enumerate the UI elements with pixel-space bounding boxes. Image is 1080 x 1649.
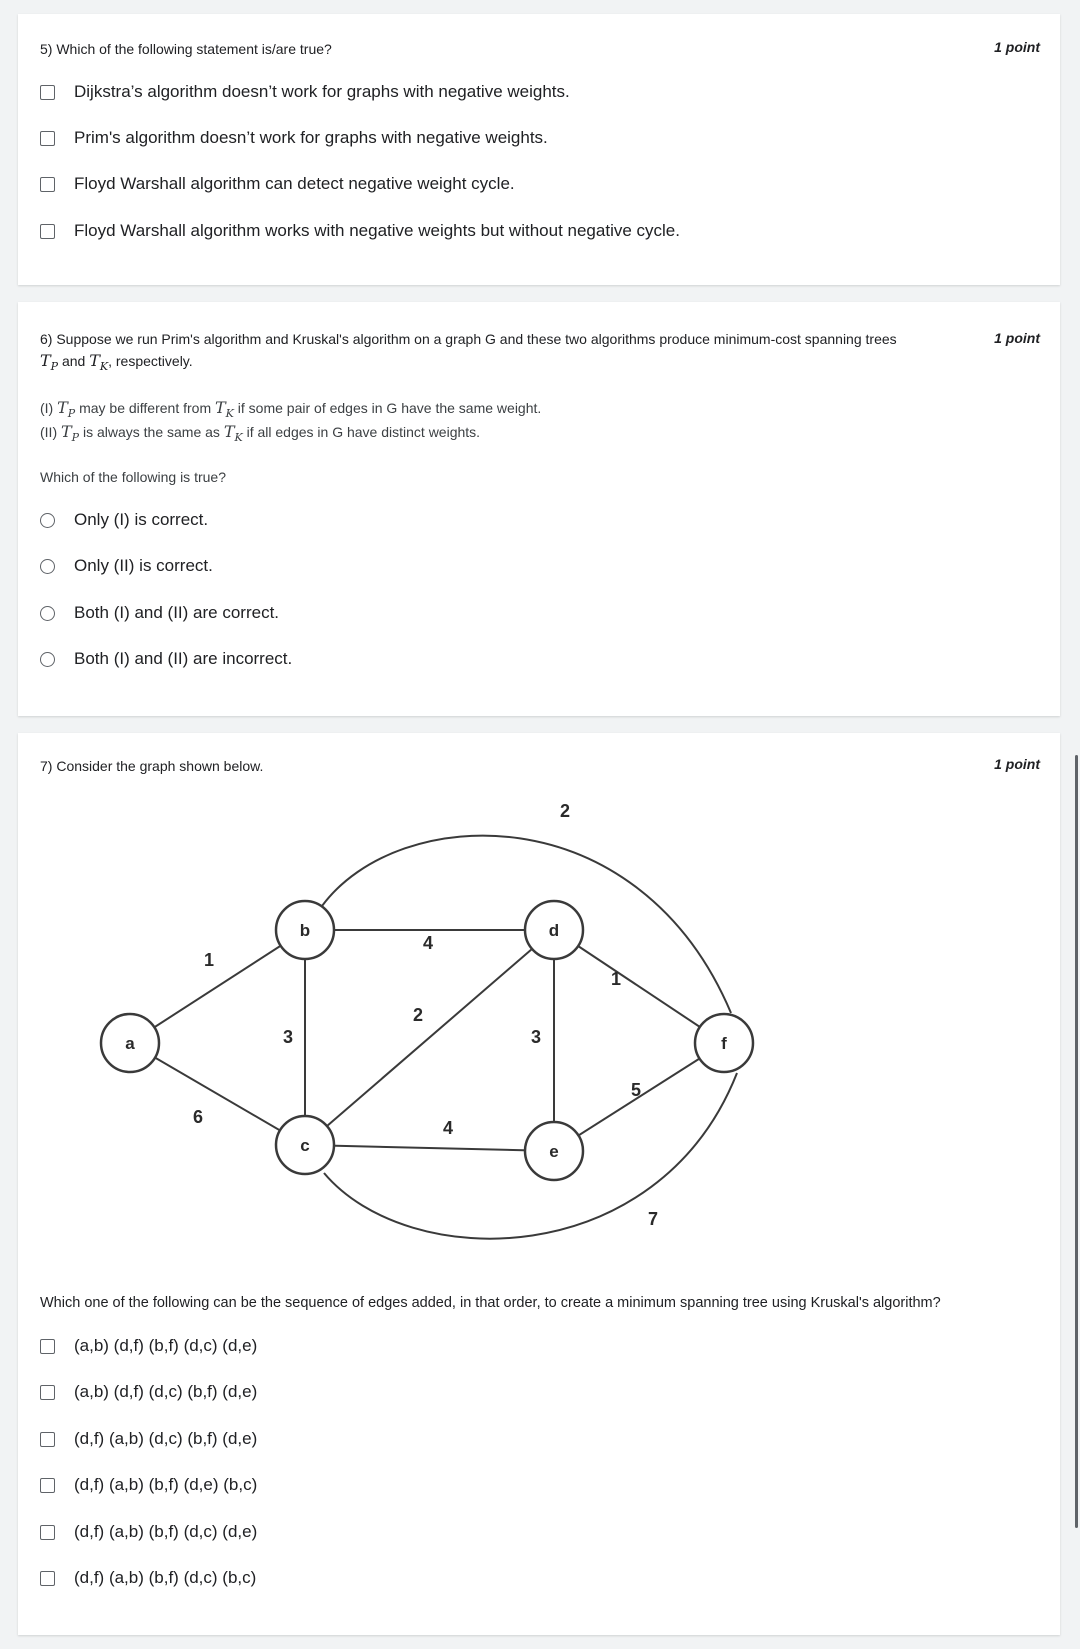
points-label: 1 point: [994, 330, 1040, 346]
option-label: (d,f) (a,b) (d,c) (b,f) (d,e): [74, 1429, 258, 1448]
option-label: (d,f) (a,b) (b,f) (d,c) (b,c): [74, 1568, 257, 1587]
option-checkbox[interactable]: [40, 1380, 257, 1404]
option-radio[interactable]: [40, 554, 213, 578]
option-label: (d,f) (a,b) (b,f) (d,e) (b,c): [74, 1475, 258, 1494]
edge-weight-c-d: 2: [412, 1005, 424, 1025]
tk-symbol: $T_K$: [89, 351, 109, 374]
option-checkbox[interactable]: [40, 1473, 257, 1497]
checkbox-icon[interactable]: [40, 224, 55, 239]
sub-question: Which one of the following can be the sequence of edges added, in that order, to create a minimum spanning tree using Kruskal's algorithm?: [40, 1295, 941, 1311]
edge-weight-b-d: 4: [422, 933, 434, 953]
question-7-card: [18, 733, 1060, 1635]
scrollbar[interactable]: [1075, 755, 1078, 1528]
checkbox-icon[interactable]: [40, 1571, 55, 1586]
edge-weight-a-c: 6: [192, 1107, 204, 1127]
node-label-e: e: [549, 1142, 559, 1161]
node-label-a: a: [125, 1034, 135, 1053]
edge-weight-b-c: 3: [282, 1027, 294, 1047]
option-checkbox[interactable]: [40, 1566, 256, 1590]
option-label: (d,f) (a,b) (b,f) (d,c) (d,e): [74, 1522, 258, 1541]
graph-edge-c-e: [305, 1145, 554, 1151]
question-title: 5) Which of the following statement is/are true?: [40, 41, 332, 57]
node-label-c: c: [300, 1136, 310, 1155]
radio-icon[interactable]: [40, 513, 55, 528]
option-checkbox[interactable]: [40, 172, 515, 196]
radio-icon[interactable]: [40, 559, 55, 574]
option-label: Prim's algorithm doesn’t work for graphs with negative weights.: [74, 128, 548, 147]
option-checkbox[interactable]: [40, 126, 548, 150]
edge-weight-a-b: 1: [203, 950, 215, 970]
question-6-card: [18, 302, 1060, 716]
question-title: 7) Consider the graph shown below.: [40, 758, 264, 774]
option-label: Floyd Warshall algorithm works with negative weights but without negative cycle.: [74, 221, 680, 240]
edge-weight-c-e: 4: [442, 1118, 454, 1138]
option-label: Both (I) and (II) are correct.: [74, 603, 280, 622]
option-radio[interactable]: [40, 508, 208, 532]
checkbox-icon[interactable]: [40, 1525, 55, 1540]
sub-question: Which of the following is true?: [40, 469, 226, 485]
tp-symbol: $T_P$: [40, 351, 59, 374]
option-radio[interactable]: [40, 601, 279, 625]
checkbox-icon[interactable]: [40, 131, 55, 146]
graph-edge-c-d: [305, 930, 554, 1145]
checkbox-icon[interactable]: [40, 85, 55, 100]
option-checkbox[interactable]: [40, 1520, 257, 1544]
option-label: Floyd Warshall algorithm can detect negative weight cycle.: [74, 174, 515, 193]
checkbox-icon[interactable]: [40, 177, 55, 192]
option-checkbox[interactable]: [40, 1427, 257, 1451]
graph-edge-a-c: [130, 1043, 305, 1145]
checkbox-icon[interactable]: [40, 1478, 55, 1493]
question-title: [40, 328, 965, 378]
node-label-f: f: [721, 1034, 727, 1053]
option-radio[interactable]: [40, 647, 292, 671]
option-checkbox[interactable]: [40, 1334, 257, 1358]
node-label-d: d: [548, 921, 560, 940]
question-5-card: [18, 14, 1060, 285]
radio-icon[interactable]: [40, 606, 55, 621]
checkbox-icon[interactable]: [40, 1339, 55, 1354]
edge-weight-e-f: 5: [630, 1080, 642, 1100]
points-label: 1 point: [994, 756, 1040, 772]
edge-weight-d-e: 3: [530, 1027, 542, 1047]
question-title-line2: $T_P$ and $T_K$, respectively.: [40, 351, 193, 374]
radio-icon[interactable]: [40, 652, 55, 667]
option-label: Both (I) and (II) are incorrect.: [74, 649, 293, 668]
graph-diagram: [18, 733, 798, 1273]
option-label: (a,b) (d,f) (b,f) (d,c) (d,e): [74, 1336, 258, 1355]
option-label: (a,b) (d,f) (d,c) (b,f) (d,e): [74, 1382, 258, 1401]
checkbox-icon[interactable]: [40, 1432, 55, 1447]
question-title-line1: 6) Suppose we run Prim's algorithm and Kruskal's algorithm on a graph G and these two algorithms produce minimum-cost spanning trees: [40, 331, 897, 347]
option-label: Only (II) is correct.: [74, 556, 213, 575]
checkbox-icon[interactable]: [40, 1385, 55, 1400]
statement-2: (II) $T_P$ is always the same as $T_K$ if all edges in G have distinct weights.: [40, 422, 481, 445]
graph-edge-d-f: [554, 930, 724, 1043]
graph-edge-a-b: [130, 930, 305, 1043]
option-label: Dijkstra’s algorithm doesn’t work for graphs with negative weights.: [74, 82, 570, 101]
node-label-b: b: [299, 921, 311, 940]
statement-1: (I) $T_P$ may be different from $T_K$ if some pair of edges in G have the same weight.: [40, 398, 542, 421]
option-checkbox[interactable]: [40, 80, 570, 104]
option-checkbox[interactable]: [40, 219, 680, 243]
option-label: Only (I) is correct.: [74, 510, 209, 529]
edge-weight-d-f: 1: [610, 969, 622, 989]
edge-weight-c-f: 7: [647, 1209, 659, 1229]
edge-weight-b-f: 2: [559, 801, 571, 821]
points-label: 1 point: [994, 39, 1040, 55]
